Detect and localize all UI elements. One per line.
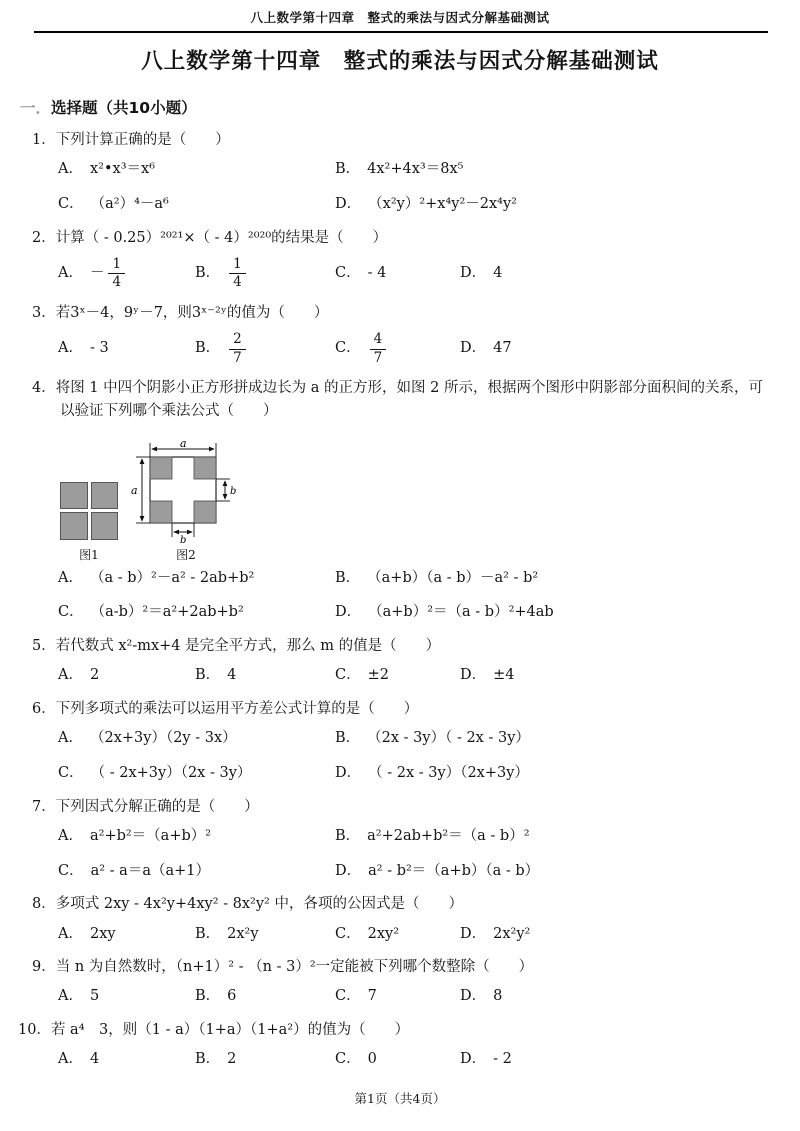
section-title: 选择题（共10小题）	[51, 99, 197, 117]
question-stem	[32, 893, 772, 916]
option-C	[335, 924, 460, 946]
question-block	[32, 635, 772, 687]
dimension-label-a-top: a	[180, 436, 187, 450]
fraction	[108, 257, 125, 291]
fraction-numerator: 4	[370, 332, 387, 350]
shaded-corner	[150, 457, 172, 479]
question-figures	[60, 437, 772, 561]
question-block	[32, 227, 772, 291]
option-label: A．	[58, 988, 83, 1005]
option-label: B．	[195, 988, 221, 1005]
dimension-label-a-left: a	[131, 483, 138, 497]
option-D	[335, 861, 772, 883]
option-label: C．	[58, 862, 84, 879]
option-C	[58, 861, 335, 883]
option-C	[335, 665, 460, 687]
option-label: A．	[58, 161, 83, 178]
fraction	[229, 332, 246, 366]
option-text: 2	[89, 667, 100, 684]
option-B	[335, 728, 772, 750]
option-D	[335, 763, 772, 785]
option-text: 4	[227, 667, 237, 684]
shaded-corner	[150, 501, 172, 523]
option-text: （2x - 3y）（ - 2x - 3y）	[367, 730, 530, 747]
question-block	[32, 796, 772, 883]
question-number: 10．	[18, 1022, 51, 1039]
fraction-numerator: 2	[229, 332, 246, 350]
option-label: C．	[335, 340, 361, 357]
option-B	[335, 568, 772, 590]
option-D	[335, 602, 772, 624]
option-A	[58, 986, 195, 1008]
option-A	[58, 924, 195, 946]
option-B	[195, 665, 335, 687]
question-block	[32, 956, 772, 1008]
option-text: a² - a＝a（a+1）	[90, 862, 210, 879]
figure-2-diagram	[130, 437, 242, 545]
question-block	[32, 302, 772, 366]
question-block	[32, 377, 772, 624]
option-label: C．	[335, 265, 361, 282]
option-label: A．	[58, 569, 83, 586]
options-row	[58, 332, 772, 366]
options-row	[58, 1049, 772, 1071]
figure-1-caption: 图1	[79, 547, 99, 562]
question-stem-text: 若 a⁴ 3，则（1 - a）（1+a）（1+a²）的值为（ ）	[50, 1022, 410, 1039]
option-text: a² - b²＝（a+b）（a - b）	[368, 862, 540, 879]
option-D	[460, 1049, 772, 1071]
question-stem	[18, 1019, 772, 1042]
option-text: - 2	[493, 1051, 512, 1068]
option-text: 5	[89, 988, 100, 1005]
question-number: 8．	[32, 896, 56, 913]
fraction-denominator: 7	[233, 349, 242, 366]
options-row	[58, 159, 772, 216]
option-C	[335, 332, 460, 366]
option-label: B．	[195, 925, 221, 942]
question-stem-text: 下列计算正确的是（ ）	[55, 132, 230, 148]
option-label: D．	[335, 195, 362, 212]
figure-2-caption: 图2	[176, 547, 196, 562]
question-number: 1．	[32, 132, 56, 148]
option-D	[460, 665, 772, 687]
minus-sign: －	[89, 265, 105, 282]
dimension-label-b-right: b	[230, 485, 237, 497]
question-stem	[32, 129, 772, 152]
option-text: 4	[89, 1051, 100, 1068]
option-text: 2	[227, 1051, 237, 1068]
fraction-denominator: 7	[373, 349, 383, 366]
option-A	[58, 338, 195, 360]
fraction	[370, 332, 387, 366]
option-label: D．	[460, 925, 487, 942]
option-C	[335, 1049, 460, 1071]
option-C	[335, 263, 460, 285]
option-text: （a+b）（a - b）－a² - b²	[367, 569, 539, 586]
options-row	[58, 728, 772, 785]
option-label: B．	[195, 265, 221, 282]
fraction	[229, 257, 246, 291]
options-row	[58, 924, 772, 946]
option-label: D．	[335, 764, 362, 781]
section-number: 一．	[20, 99, 52, 117]
option-label: D．	[460, 340, 487, 357]
question-number: 7．	[32, 798, 56, 815]
option-label: C．	[58, 195, 84, 212]
option-text: （a-b）²＝a²+2ab+b²	[90, 604, 244, 621]
option-A	[58, 728, 335, 750]
question-stem	[32, 302, 772, 325]
option-text: 4	[493, 265, 503, 282]
option-text: 7	[367, 988, 377, 1005]
option-A	[58, 1049, 195, 1071]
options-row	[58, 986, 772, 1008]
question-stem	[32, 227, 772, 250]
option-D	[335, 194, 772, 216]
question-number: 4．	[32, 380, 56, 397]
option-label: A．	[58, 265, 83, 282]
question-number: 6．	[32, 700, 56, 717]
options-row	[58, 257, 772, 291]
question-stem	[32, 698, 772, 721]
figure-1-shaded-squares	[60, 482, 118, 540]
shaded-square	[60, 482, 88, 510]
question-stem-text: 若3ˣ－4，9ʸ－7，则3ˣ⁻²ʸ的值为（ ）	[55, 304, 329, 321]
option-text: （x²y）²+x⁴y²－2x⁴y²	[368, 195, 517, 212]
option-B	[195, 332, 335, 366]
option-text: 2xy	[89, 925, 116, 942]
shaded-corner	[194, 457, 216, 479]
option-D	[460, 263, 772, 285]
option-text: 2x²y²	[493, 925, 531, 942]
header-divider	[34, 31, 768, 33]
shaded-square	[91, 512, 119, 540]
option-D	[460, 924, 772, 946]
shaded-square	[91, 482, 119, 510]
option-text: x²•x³＝x⁶	[89, 161, 156, 178]
options-row	[58, 568, 772, 625]
option-C	[58, 194, 335, 216]
question-stem	[32, 635, 772, 658]
option-label: A．	[58, 827, 83, 844]
option-label: B．	[335, 161, 361, 178]
question-stem-text: 计算（ - 0.25）²⁰²¹×（ - 4）²⁰²⁰的结果是（ ）	[55, 229, 388, 246]
question-block	[32, 129, 772, 216]
option-text: 6	[227, 988, 237, 1005]
question-block	[18, 1019, 772, 1071]
option-text: 2x²y	[227, 925, 259, 942]
option-text: （a - b）²－a² - 2ab+b²	[89, 569, 255, 586]
option-label: D．	[335, 604, 362, 621]
option-C	[58, 602, 335, 624]
option-text: 2xy²	[367, 925, 400, 942]
option-text: （2x+3y）（2y - 3x）	[89, 730, 237, 747]
option-text: 47	[493, 340, 512, 357]
question-stem	[32, 796, 772, 819]
question-number: 2．	[32, 229, 56, 246]
option-label: A．	[58, 667, 83, 684]
questions-container	[18, 129, 772, 1071]
option-A	[58, 257, 195, 291]
option-D	[460, 338, 772, 360]
option-C	[335, 986, 460, 1008]
option-text: （a+b）²＝（a - b）²+4ab	[368, 604, 554, 621]
option-label: D．	[460, 265, 487, 282]
question-number: 3．	[32, 304, 56, 321]
question-stem	[32, 377, 772, 423]
option-label: C．	[58, 604, 84, 621]
shaded-square	[60, 512, 88, 540]
shaded-corner	[194, 501, 216, 523]
option-label: B．	[195, 667, 221, 684]
option-text: （ - 2x+3y）（2x - 3y）	[90, 764, 252, 781]
fraction-numerator: 1	[229, 257, 246, 275]
dimension-label-b-bottom: b	[180, 534, 187, 545]
option-label: D．	[335, 862, 362, 879]
question-stem-text: 下列因式分解正确的是（ ）	[55, 798, 259, 815]
option-text: ±2	[367, 667, 389, 684]
running-head: 八上数学第十四章 整式的乘法与因式分解基础测试	[250, 10, 550, 25]
question-stem	[32, 956, 772, 979]
option-text: a²+2ab+b²＝（a - b）²	[367, 827, 530, 844]
fraction-denominator: 4	[112, 274, 122, 291]
option-text: 4x²+4x³＝8x⁵	[367, 161, 464, 178]
option-A	[58, 665, 195, 687]
option-B	[195, 1049, 335, 1071]
question-block	[32, 698, 772, 785]
footer-page-number: 第1页（共4页）	[354, 1091, 446, 1106]
option-text: - 4	[367, 265, 387, 282]
option-label: B．	[335, 827, 361, 844]
option-A	[58, 568, 335, 590]
question-stem-text: 当 n 为自然数时，（n+1）² - （n - 3）²一定能被下列哪个数整除（ ）	[55, 959, 534, 976]
option-label: C．	[58, 764, 84, 781]
question-number: 5．	[32, 638, 56, 654]
option-A	[58, 826, 335, 848]
option-text: 8	[493, 988, 503, 1005]
figure-1	[60, 482, 118, 561]
option-label: C．	[335, 925, 361, 942]
option-text: （a²）⁴－a⁶	[90, 195, 169, 212]
option-label: B．	[335, 730, 361, 747]
option-label: B．	[335, 569, 361, 586]
option-label: A．	[58, 730, 83, 747]
option-text: - 3	[89, 340, 109, 357]
question-block	[32, 893, 772, 945]
option-B	[195, 924, 335, 946]
option-text: 0	[367, 1051, 377, 1068]
fraction-numerator: 1	[108, 257, 125, 275]
option-B	[335, 826, 772, 848]
question-stem-text: 多项式 2xy - 4x²y+4xy² - 8x²y² 中，各项的公因式是（ ）	[55, 896, 463, 913]
option-label: C．	[335, 667, 361, 684]
option-B	[335, 159, 772, 181]
question-stem-text: 若代数式 x²-mx+4 是完全平方式，那么 m 的值是（ ）	[55, 638, 441, 654]
option-label: B．	[195, 1051, 221, 1068]
option-text: （ - 2x - 3y）（2x+3y）	[368, 764, 529, 781]
options-row	[58, 826, 772, 883]
option-label: D．	[460, 667, 487, 684]
option-D	[460, 986, 772, 1008]
option-text: ±4	[493, 667, 515, 684]
option-label: A．	[58, 1051, 83, 1068]
option-label: A．	[58, 340, 83, 357]
option-B	[195, 986, 335, 1008]
option-label: C．	[335, 988, 361, 1005]
question-number: 9．	[32, 959, 56, 976]
option-text: a²+b²＝（a+b）²	[89, 827, 212, 844]
section-heading	[20, 96, 800, 118]
question-stem-text: 下列多项式的乘法可以运用平方差公式计算的是（ ）	[55, 700, 419, 717]
question-stem-text: 将图 1 中四个阴影小正方形拼成边长为 a 的正方形，如图 2 所示，根据两个图形中阴影部分面积间的关系，可以验证下列哪个乘法公式（ ）	[55, 380, 763, 420]
fraction-denominator: 4	[233, 274, 242, 291]
option-label: B．	[195, 340, 221, 357]
option-label: D．	[460, 988, 487, 1005]
option-A	[58, 159, 335, 181]
options-row	[58, 665, 772, 687]
page-title: 八上数学第十四章 整式的乘法与因式分解基础测试	[141, 49, 659, 74]
figure-2	[130, 437, 242, 561]
option-label: D．	[460, 1051, 487, 1068]
option-label: C．	[335, 1051, 361, 1068]
option-C	[58, 763, 335, 785]
option-B	[195, 257, 335, 291]
option-label: A．	[58, 925, 83, 942]
